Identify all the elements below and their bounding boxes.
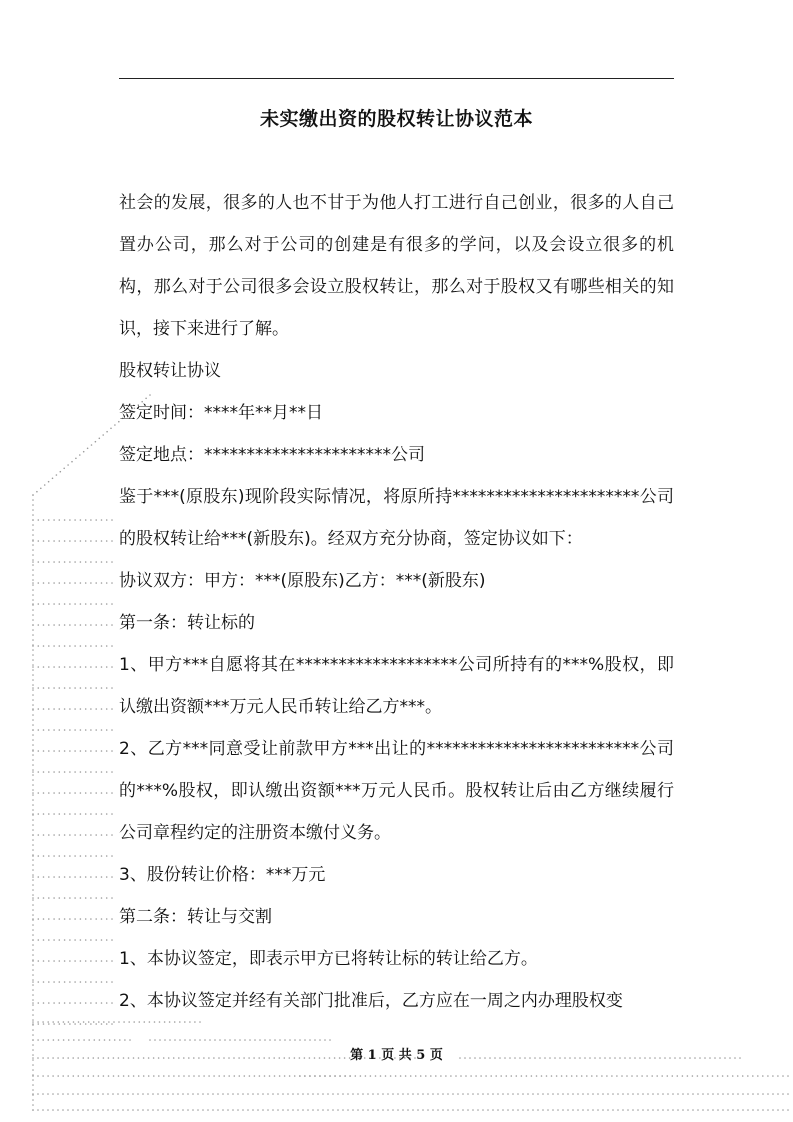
signing-time: 签定时间：****年**月**日	[119, 403, 323, 423]
header-rule	[119, 78, 674, 79]
article-1-heading: 第一条：转让标的	[119, 613, 255, 633]
article-1-clause-1: 1、甲方***自愿将其在*******************公司所持有的***%股权，即认缴出资额***万元人民币转让给乙方***。	[119, 655, 674, 717]
article-1-clause-3: 3、股份转让价格：***万元	[119, 865, 326, 885]
article-1-clause-2: 2、乙方***同意受让前款甲方***出让的*************************公司的***%股权，即认缴出资额***万元人民币。股权转让后由乙方继续履行公司章程约定的注册资本缴付义务。	[119, 739, 674, 843]
article-2-clause-1: 1、本协议签定，即表示甲方已将转让标的转让给乙方。	[119, 949, 538, 969]
article-2-heading: 第二条：转让与交割	[119, 907, 272, 927]
document-body	[119, 182, 674, 1022]
intro-paragraph: 社会的发展，很多的人也不甘于为他人打工进行自己创业，很多的人自己置办公司，那么对于公司的创建是有很多的学问，以及会设立很多的机构，那么对于公司很多会设立股权转让，那么对于股权又有哪些相关的知识，接下来进行了解。	[119, 193, 674, 339]
recital-paragraph: 鉴于***(原股东)现阶段实际情况，将原所持**********************公司的股权转让给***(新股东)。经双方充分协商，签定协议如下：	[119, 487, 674, 549]
signing-place: 签定地点：**********************公司	[119, 445, 425, 465]
document-title: 未实缴出资的股权转让协议范本	[259, 108, 533, 130]
parties-line: 协议双方：甲方：***(原股东)乙方：***(新股东)	[119, 571, 486, 591]
article-2-clause-2: 2、本协议签定并经有关部门批准后，乙方应在一周之内办理股权变	[119, 991, 623, 1011]
page-number-footer: 第 1 页 共 5 页	[350, 1048, 443, 1063]
agreement-heading: 股权转让协议	[119, 361, 221, 381]
